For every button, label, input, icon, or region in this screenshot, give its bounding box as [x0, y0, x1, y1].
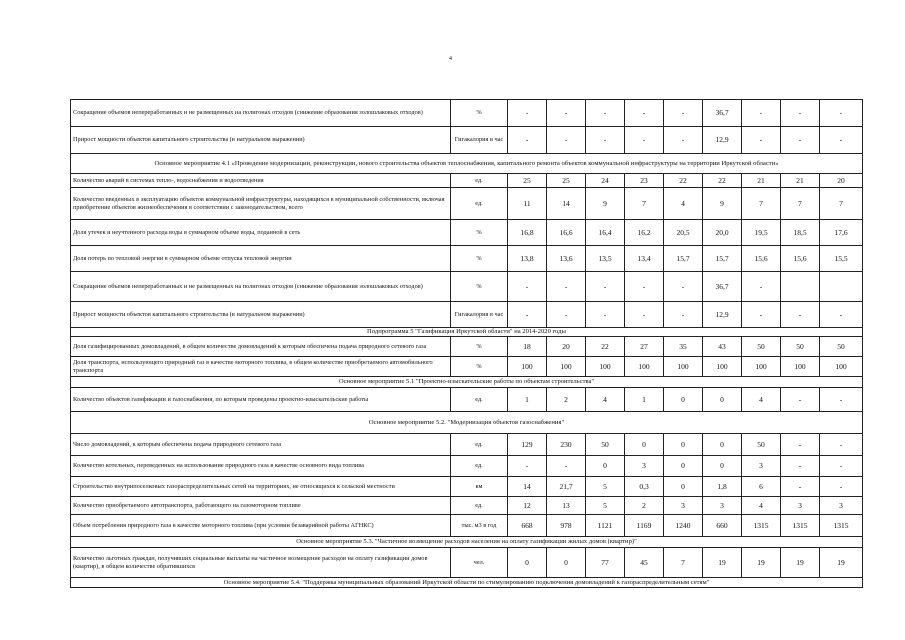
value-cell: 7	[625, 188, 664, 220]
value-cell: 25	[547, 174, 586, 188]
value-cell: 13,8	[508, 246, 547, 272]
value-cell: 5	[586, 477, 625, 497]
value-cell: 19	[820, 548, 863, 578]
indicator-name-cell: Сокращение объемов непереработанных и не размещенных на полигонах отходов (снижение образования золошлаковых отходов)	[71, 272, 451, 302]
indicator-name-cell: Доля потерь по тепловой энергии в суммарном объеме отпуска тепловой энергии	[71, 246, 451, 272]
value-cell: 0	[703, 456, 742, 477]
value-cell: 22	[586, 337, 625, 357]
value-cell: 1	[508, 388, 547, 412]
indicator-row	[71, 548, 863, 578]
value-cell: -	[781, 477, 820, 497]
unit-cell: %	[451, 357, 508, 377]
value-cell: 16,8	[508, 220, 547, 246]
indicator-name-cell: Количество аварий в системах тепло-, водоснабжения и водоотведения	[71, 174, 451, 188]
indicator-name-cell: Сокращение объемов непереработанных и не размещенных на полигонах отходов (снижение образования золошлаковых отходов)	[71, 100, 451, 127]
value-cell: 19	[781, 548, 820, 578]
value-cell: -	[820, 477, 863, 497]
value-cell: 1169	[625, 515, 664, 537]
value-cell: 50	[586, 434, 625, 456]
value-cell: 13,5	[586, 246, 625, 272]
section-header-row	[71, 537, 863, 548]
indicator-name-cell: Объем потребления природного газа в качестве моторного топлива (при условии безаварийной работы АГНКС)	[71, 515, 451, 537]
value-cell: -	[781, 456, 820, 477]
value-cell: -	[820, 100, 863, 127]
value-cell: -	[508, 100, 547, 127]
value-cell: -	[820, 456, 863, 477]
value-cell: 0	[703, 434, 742, 456]
unit-cell: км	[451, 477, 508, 497]
value-cell: 15,6	[742, 246, 781, 272]
value-cell: 0	[586, 456, 625, 477]
value-cell: 21	[742, 174, 781, 188]
value-cell: 6	[742, 477, 781, 497]
indicator-name-cell: Доля газифицированных домовладений, в общем количестве домовладений к которым обеспечена подача природного сетевого газа	[71, 337, 451, 357]
value-cell: 7	[820, 188, 863, 220]
value-cell: 50	[820, 337, 863, 357]
indicator-row	[71, 302, 863, 328]
value-cell: 15,7	[703, 246, 742, 272]
value-cell: 978	[547, 515, 586, 537]
unit-cell: Гигакалория в час	[451, 302, 508, 328]
indicator-name-cell: Прирост мощности объектов капитального строительства (в натуральном выражении)	[71, 127, 451, 154]
value-cell: -	[664, 127, 703, 154]
indicator-row	[71, 434, 863, 456]
indicator-name-cell: Количество введенных в эксплуатацию объектов коммунальной инфраструктуры, находящихся в муниципальной собственности, включая приобретение объектов жизнеобеспечения в соответствии с законодательством, всего	[71, 188, 451, 220]
value-cell: -	[547, 127, 586, 154]
section-header-row	[71, 377, 863, 388]
value-cell: 45	[625, 548, 664, 578]
value-cell: -	[586, 302, 625, 328]
indicator-name-cell: Прирост мощности объектов капитального строительства (в натуральном выражении)	[71, 302, 451, 328]
value-cell: 50	[742, 434, 781, 456]
section-header-text: Основное мероприятие 5.2. "Модернизация объектов газоснабжения"	[71, 412, 863, 434]
indicator-name-cell: Количество льготных граждан, получивших социальные выплаты на частичное возмещение расходов на оплату газификации домов (квартир), в общем количестве обратившихся	[71, 548, 451, 578]
value-cell: -	[547, 100, 586, 127]
value-cell: 3	[820, 497, 863, 515]
unit-cell: ед.	[451, 388, 508, 412]
value-cell: 1240	[664, 515, 703, 537]
indicator-row	[71, 127, 863, 154]
value-cell: 4	[742, 388, 781, 412]
value-cell: 0	[625, 434, 664, 456]
indicator-row	[71, 515, 863, 537]
value-cell: 4	[742, 497, 781, 515]
value-cell: 43	[703, 337, 742, 357]
value-cell: 12,9	[703, 127, 742, 154]
value-cell: -	[742, 127, 781, 154]
value-cell: 100	[664, 357, 703, 377]
section-header-text: Основное мероприятие 5.3. "Частичное возмещение расходов населения на оплату газификации жилых домов (квартир)"	[71, 537, 863, 548]
value-cell: 13,4	[625, 246, 664, 272]
value-cell: -	[625, 272, 664, 302]
indicator-name-cell: Строительство внутрипоселковых газораспределительных сетей на территориях, не относящихся к сельской местности	[71, 477, 451, 497]
value-cell: 9	[703, 188, 742, 220]
value-cell	[781, 272, 820, 302]
indicator-row	[71, 188, 863, 220]
value-cell: -	[625, 302, 664, 328]
value-cell: -	[547, 456, 586, 477]
value-cell: 3	[625, 456, 664, 477]
value-cell: 1,8	[703, 477, 742, 497]
value-cell: 16,4	[586, 220, 625, 246]
value-cell: 20,0	[703, 220, 742, 246]
indicator-name-cell: Число домовладений, к которым обеспечена подача природного сетевого газа	[71, 434, 451, 456]
unit-cell: %	[451, 272, 508, 302]
value-cell: 19	[703, 548, 742, 578]
section-header-text: Основное мероприятие 4.1 «Проведение модернизации, реконструкции, нового строительства объектов теплоснабжения, капитального ремонта объектов коммунальной инфраструктуры на территории Иркутской области»	[71, 154, 863, 174]
value-cell: 36,7	[703, 272, 742, 302]
value-cell: -	[781, 302, 820, 328]
indicator-row	[71, 246, 863, 272]
value-cell: -	[820, 127, 863, 154]
value-cell: 14	[547, 188, 586, 220]
value-cell: 7	[664, 548, 703, 578]
value-cell: 35	[664, 337, 703, 357]
value-cell: 100	[742, 357, 781, 377]
indicator-name-cell: Доля транспорта, использующего природный газ в качестве моторного топлива, в общем количестве приобретаемого автомобильного транспорта	[71, 357, 451, 377]
unit-cell: чел.	[451, 548, 508, 578]
value-cell: 15,6	[781, 246, 820, 272]
value-cell: 660	[703, 515, 742, 537]
value-cell: 0	[664, 434, 703, 456]
value-cell: 3	[742, 456, 781, 477]
value-cell: 22	[664, 174, 703, 188]
value-cell: 36,7	[703, 100, 742, 127]
value-cell: 0	[703, 388, 742, 412]
value-cell: 1121	[586, 515, 625, 537]
value-cell: -	[625, 127, 664, 154]
value-cell: -	[664, 302, 703, 328]
unit-cell: %	[451, 246, 508, 272]
section-header-text: Подпрограмма 5 "Газификация Иркутской области" на 2014-2020 годы	[71, 328, 863, 337]
value-cell: -	[781, 127, 820, 154]
indicator-name-cell: Количество объектов газификации и газоснабжения, по которым проведены проектно-изыскательские работы	[71, 388, 451, 412]
unit-cell: ед.	[451, 174, 508, 188]
value-cell: 1	[625, 388, 664, 412]
value-cell: 5	[586, 497, 625, 515]
value-cell: 230	[547, 434, 586, 456]
value-cell: 0	[508, 548, 547, 578]
value-cell: 20,5	[664, 220, 703, 246]
value-cell: 3	[781, 497, 820, 515]
value-cell: 12,9	[703, 302, 742, 328]
value-cell: 7	[742, 188, 781, 220]
value-cell: 4	[664, 188, 703, 220]
value-cell: 21	[781, 174, 820, 188]
indicator-row	[71, 497, 863, 515]
unit-cell: %	[451, 100, 508, 127]
unit-cell: Гигакалория в час	[451, 127, 508, 154]
section-header-row	[71, 578, 863, 588]
section-header-text: Основное мероприятие 5.4. "Поддержка муниципальных образований Иркутской области по стимулированию подключения домовладений к газораспределительным сетям"	[71, 578, 863, 588]
value-cell: 20	[820, 174, 863, 188]
value-cell: 100	[586, 357, 625, 377]
indicator-row	[71, 337, 863, 357]
section-header-row	[71, 154, 863, 174]
value-cell: -	[508, 456, 547, 477]
value-cell: -	[508, 302, 547, 328]
value-cell: 13,6	[547, 246, 586, 272]
indicator-name-cell: Количество котельных, переведенных на использование природного газа в качестве основного вида топлива	[71, 456, 451, 477]
value-cell: 9	[586, 188, 625, 220]
value-cell: 20	[547, 337, 586, 357]
unit-cell: %	[451, 337, 508, 357]
value-cell: 0	[664, 456, 703, 477]
value-cell: -	[625, 100, 664, 127]
value-cell: -	[586, 127, 625, 154]
value-cell: 0	[664, 477, 703, 497]
value-cell: 100	[820, 357, 863, 377]
unit-cell: %	[451, 220, 508, 246]
indicator-row	[71, 357, 863, 377]
value-cell: 18	[508, 337, 547, 357]
value-cell: 0	[664, 388, 703, 412]
unit-cell: ед.	[451, 456, 508, 477]
value-cell: 16,6	[547, 220, 586, 246]
value-cell: 21,7	[547, 477, 586, 497]
value-cell: -	[742, 100, 781, 127]
value-cell: 17,6	[820, 220, 863, 246]
value-cell: 50	[742, 337, 781, 357]
section-header-row	[71, 328, 863, 337]
value-cell: -	[664, 100, 703, 127]
value-cell: -	[508, 272, 547, 302]
value-cell: 18,5	[781, 220, 820, 246]
indicator-row	[71, 272, 863, 302]
value-cell: 100	[547, 357, 586, 377]
value-cell: -	[664, 272, 703, 302]
value-cell: 100	[781, 357, 820, 377]
value-cell: 3	[703, 497, 742, 515]
indicators-table	[70, 99, 863, 588]
section-header-row	[71, 412, 863, 434]
value-cell: 100	[625, 357, 664, 377]
value-cell: -	[742, 302, 781, 328]
value-cell: -	[781, 100, 820, 127]
value-cell: 668	[508, 515, 547, 537]
value-cell: 4	[586, 388, 625, 412]
value-cell: 3	[664, 497, 703, 515]
value-cell: 24	[586, 174, 625, 188]
value-cell: -	[820, 388, 863, 412]
value-cell: 1315	[742, 515, 781, 537]
value-cell: -	[586, 272, 625, 302]
value-cell: 7	[781, 188, 820, 220]
value-cell: -	[820, 302, 863, 328]
value-cell: -	[547, 272, 586, 302]
indicator-row	[71, 220, 863, 246]
value-cell: 19	[742, 548, 781, 578]
indicators-table-body	[71, 100, 863, 588]
indicator-row	[71, 388, 863, 412]
value-cell: -	[781, 434, 820, 456]
value-cell: 25	[508, 174, 547, 188]
value-cell: 14	[508, 477, 547, 497]
section-header-text: Основное мероприятие 5.1 "Проектно-изыскательские работы по объектам строительства"	[71, 377, 863, 388]
value-cell: 11	[508, 188, 547, 220]
indicator-name-cell: Количество приобретаемого автотранспорта, работающего на газомоторном топливе	[71, 497, 451, 515]
value-cell: 129	[508, 434, 547, 456]
value-cell: 100	[508, 357, 547, 377]
value-cell: -	[586, 100, 625, 127]
value-cell: -	[781, 388, 820, 412]
indicator-row	[71, 174, 863, 188]
value-cell: 16,2	[625, 220, 664, 246]
value-cell: -	[508, 127, 547, 154]
indicator-row	[71, 100, 863, 127]
value-cell: -	[742, 272, 781, 302]
value-cell: 22	[703, 174, 742, 188]
value-cell: 50	[781, 337, 820, 357]
value-cell: 23	[625, 174, 664, 188]
indicators-table-container	[70, 99, 862, 588]
indicator-row	[71, 456, 863, 477]
value-cell: -	[547, 302, 586, 328]
value-cell: 19,5	[742, 220, 781, 246]
indicator-name-cell: Доля утечек и неучтенного расхода воды в суммарном объеме воды, поданной в сеть	[71, 220, 451, 246]
value-cell: 100	[703, 357, 742, 377]
value-cell: 27	[625, 337, 664, 357]
value-cell: 2	[625, 497, 664, 515]
value-cell: 0	[547, 548, 586, 578]
value-cell: -	[820, 434, 863, 456]
indicator-row	[71, 477, 863, 497]
value-cell: 13	[547, 497, 586, 515]
value-cell: 1315	[820, 515, 863, 537]
value-cell: 12	[508, 497, 547, 515]
value-cell	[820, 272, 863, 302]
value-cell: 15,7	[664, 246, 703, 272]
value-cell: 0,3	[625, 477, 664, 497]
value-cell: 77	[586, 548, 625, 578]
value-cell: 2	[547, 388, 586, 412]
value-cell: 1315	[781, 515, 820, 537]
page-number: 4	[449, 56, 452, 62]
unit-cell: ед.	[451, 497, 508, 515]
unit-cell: ед.	[451, 188, 508, 220]
unit-cell: тыс. м3 в год	[451, 515, 508, 537]
value-cell: 15,5	[820, 246, 863, 272]
unit-cell: ед.	[451, 434, 508, 456]
